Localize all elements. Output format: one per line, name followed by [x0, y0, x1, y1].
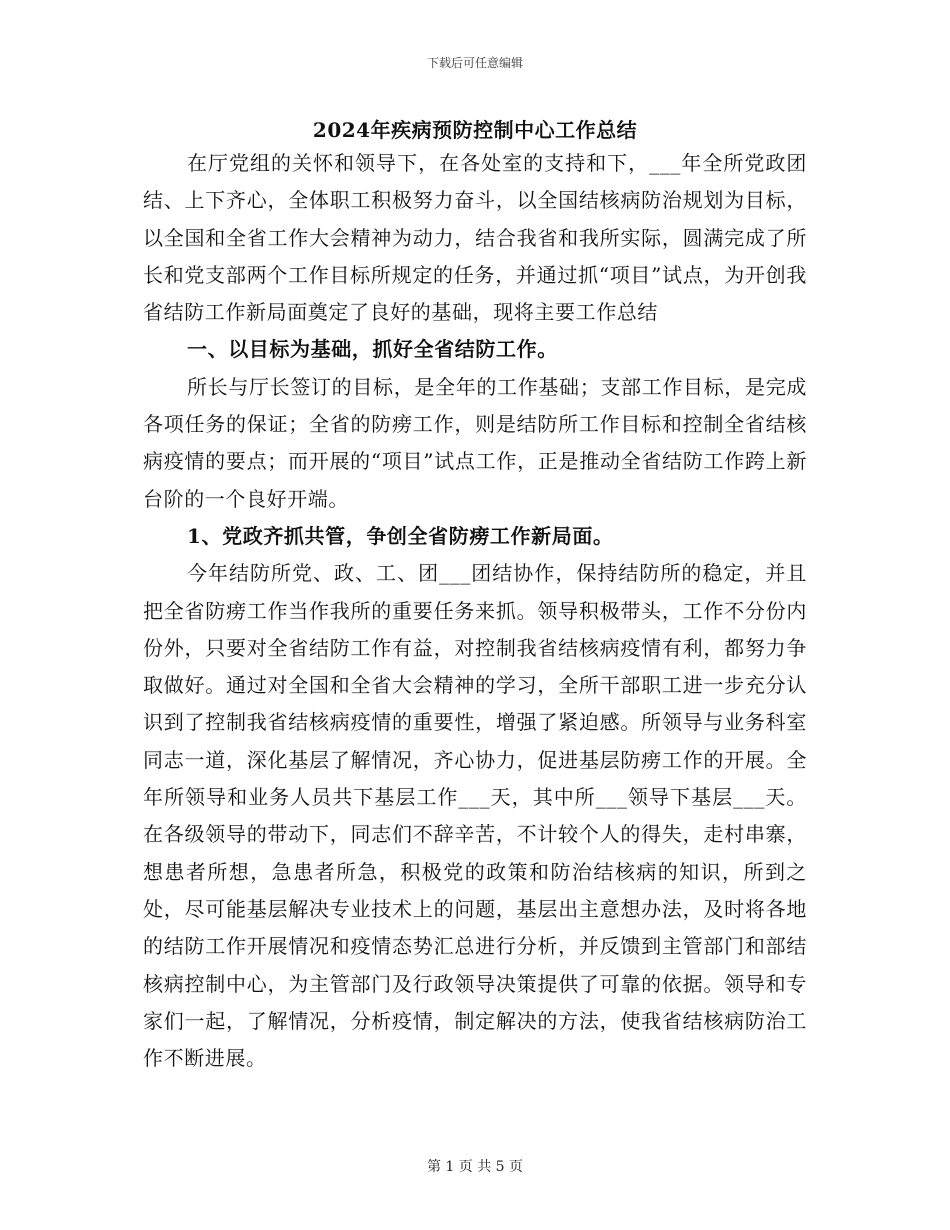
- page-number: 第 1 页 共 5 页: [426, 1159, 524, 1175]
- subsection-1-paragraph: 今年结防所党、政、工、团___团结协作，保持结防所的稳定，并且把全省防痨工作当作我所的重要任务来抓。领导积极带头，工作不分份内份外，只要对全省结防工作有益，对控制我省结核病疫情有利，都努力争取做好。通过对全国和全省大会精神的学习，全所干部职工进一步充分认识到了控制我省结核病疫情的重要性，增强了紧迫感。所领导与业务科室同志一道，深化基层了解情况，齐心协力，促进基层防痨工作的开展。全年所领导和业务人员共下基层工作___天，其中所___领导下基层___天。在各级领导的带动下，同志们不辞辛苦，不计较个人的得失，走村串寨，想患者所想，急患者所急，积极党的政策和防治结核病的知识，所到之处，尽可能基层解决专业技术上的问题，基层出主意想办法，及时将各地的结防工作开展情况和疫情态势汇总进行分析，并反馈到主管部门和部结核病控制中心，为主管部门及行政领导决策提供了可靠的依据。领导和专家们一起，了解情况，分析疫情，制定解决的方法，使我省结核病防治工作不断进展。: [143, 561, 807, 1071]
- subsection-heading-1: 1、党政齐抓共管，争创全省防痨工作新局面。: [187, 523, 614, 548]
- section-1-paragraph: 所长与厅长签订的目标，是全年的工作基础；支部工作目标，是完成各项任务的保证；全省的防痨工作，则是结防所工作目标和控制全省结核病疫情的要点；而开展的“项目”试点工作，正是推动全省结防工作跨上新台阶的一个良好开端。: [143, 374, 807, 511]
- intro-paragraph: 在厅党组的关怀和领导下，在各处室的支持和下，___年全所党政团结、上下齐心，全体职工积极努力奋斗，以全国结核病防治规划为目标，以全国和全省工作大会精神为动力，结合我省和我所实际，圆满完成了所长和党支部两个工作目标所规定的任务，并通过抓“项目”试点，为开创我省结防工作新局面奠定了良好的基础，现将主要工作总结: [143, 151, 807, 325]
- section-heading-1: 一、以目标为基础，抓好全省结防工作。: [187, 337, 558, 362]
- document-title: 2024年疾病预防控制中心工作总结: [312, 118, 638, 142]
- header-note: 下载后可任意编辑: [426, 56, 523, 70]
- document-body: [143, 145, 807, 1077]
